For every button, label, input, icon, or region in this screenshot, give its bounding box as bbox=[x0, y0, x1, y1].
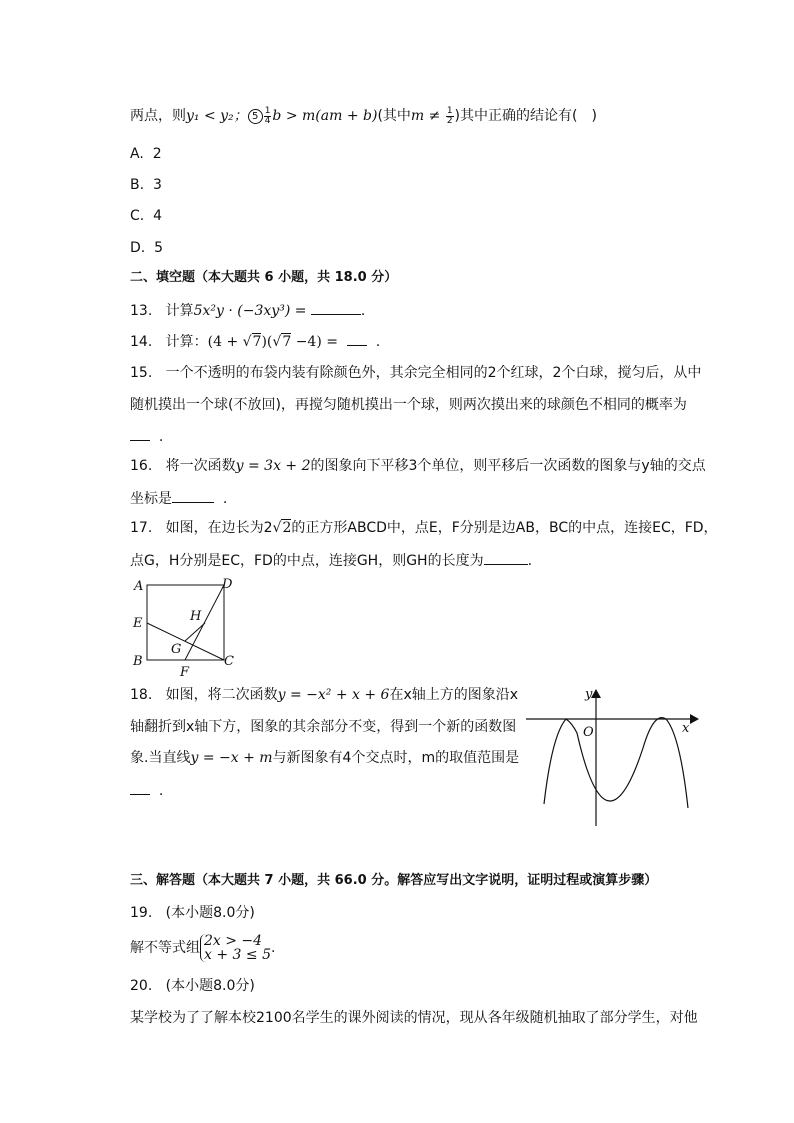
label-e: E bbox=[133, 616, 143, 631]
q17-line1: 17. 如图，在边长为2√2的正方形ABCD中，点E，F分别是边AB，BC的中点，连接EC，FD， bbox=[130, 520, 718, 536]
q12-paren: (其中 bbox=[377, 108, 411, 124]
label-a: A bbox=[134, 579, 144, 594]
q12-cond-fraction: $\frac{1}{2}$ bbox=[446, 105, 453, 126]
label-c: C bbox=[224, 654, 234, 669]
answer-blank[interactable] bbox=[484, 550, 528, 565]
section-title-solve: 三、解答题（本大题共 7 小题，共 66.0 分。解答应写出文字说明，证明过程或演算步骤） bbox=[130, 873, 658, 888]
q12-ineq1: y₁ < y₂； bbox=[186, 108, 248, 124]
q12-suffix: )其中正确的结论有( ) bbox=[454, 108, 597, 124]
option-a[interactable]: A. 2 bbox=[130, 146, 162, 162]
q12-ineq2: b > m(am + b) bbox=[272, 108, 378, 124]
q19-header: 19. (本小题8.0分) bbox=[130, 905, 255, 921]
q18-line2: 轴翻折到x轴下方，图象的其余部分不变，得到一个新的函数图 bbox=[130, 719, 517, 735]
label-d: D bbox=[222, 577, 233, 592]
q17-line2: 点G，H分别是EC，FD的中点，连接GH，则GH的长度为 . bbox=[130, 550, 532, 571]
q12-fraction: $\frac{1}{4}$ bbox=[264, 105, 271, 126]
q12-prefix: 两点，则 bbox=[130, 108, 186, 124]
label-b: B bbox=[133, 654, 143, 669]
q12-cond: m ≠ bbox=[410, 108, 445, 124]
answer-blank[interactable] bbox=[311, 300, 361, 315]
q15-line2: 随机摸出一个球(不放回)，再搅匀随机摸出一个球，则两次摸出来的球颜色不相同的概率为 bbox=[130, 397, 687, 413]
q18-line1: 18. 如图，将二次函数y = −x² + x + 6在x轴上方的图象沿x bbox=[130, 687, 519, 703]
answer-blank[interactable] bbox=[347, 331, 367, 346]
q20-header: 20. (本小题8.0分) bbox=[130, 978, 255, 994]
label-h: H bbox=[190, 609, 202, 624]
answer-blank[interactable] bbox=[130, 780, 150, 795]
axis-label-x: x bbox=[682, 721, 690, 736]
option-c[interactable]: C. 4 bbox=[130, 208, 163, 224]
square-figure bbox=[128, 574, 248, 680]
inequality-system: 2x > −4 x + 3 ≤ 5 bbox=[200, 934, 271, 962]
label-f: F bbox=[180, 665, 190, 680]
q14: 14. 计算：(4 + √7)(√7 −4) = . bbox=[130, 331, 380, 352]
axis-label-y: y bbox=[585, 687, 593, 702]
section-title-fill-in: 二、填空题（本大题共 6 小题，共 18.0 分） bbox=[130, 270, 398, 285]
q12-tail-line bbox=[130, 106, 597, 126]
origin-label: O bbox=[583, 725, 594, 740]
option-b[interactable]: B. 3 bbox=[130, 177, 162, 193]
q15-line1: 15. 一个不透明的布袋内装有除颜色外，其余完全相同的2个红球，2个白球，搅匀后，从中 bbox=[130, 365, 702, 381]
q15-line3: . bbox=[130, 426, 163, 447]
parabola-figure bbox=[520, 680, 700, 830]
label-g: G bbox=[171, 642, 182, 657]
q20-line1: 某学校为了了解本校2100名学生的课外阅读的情况，现从各年级随机抽取了部分学生，对他 bbox=[130, 1010, 698, 1026]
answer-blank[interactable] bbox=[130, 426, 150, 441]
q18-line3: 象.当直线y = −x + m与新图象有4个交点时，m的取值范围是 bbox=[130, 750, 520, 766]
circled-number: 5 bbox=[248, 109, 263, 124]
q19-body: 解不等式组 2x > −4 x + 3 ≤ 5 . bbox=[130, 933, 276, 963]
option-d[interactable]: D. 5 bbox=[130, 240, 164, 256]
q16-line1: 16. 将一次函数y = 3x + 2的图象向下平移3个单位，则平移后一次函数的图象与y轴的交点 bbox=[130, 458, 706, 474]
answer-blank[interactable] bbox=[172, 488, 214, 503]
q18-line4: . bbox=[130, 780, 163, 801]
q16-line2: 坐标是 . bbox=[130, 488, 227, 509]
q13: 13. 计算5x²y · (−3xy³) = . bbox=[130, 300, 365, 321]
